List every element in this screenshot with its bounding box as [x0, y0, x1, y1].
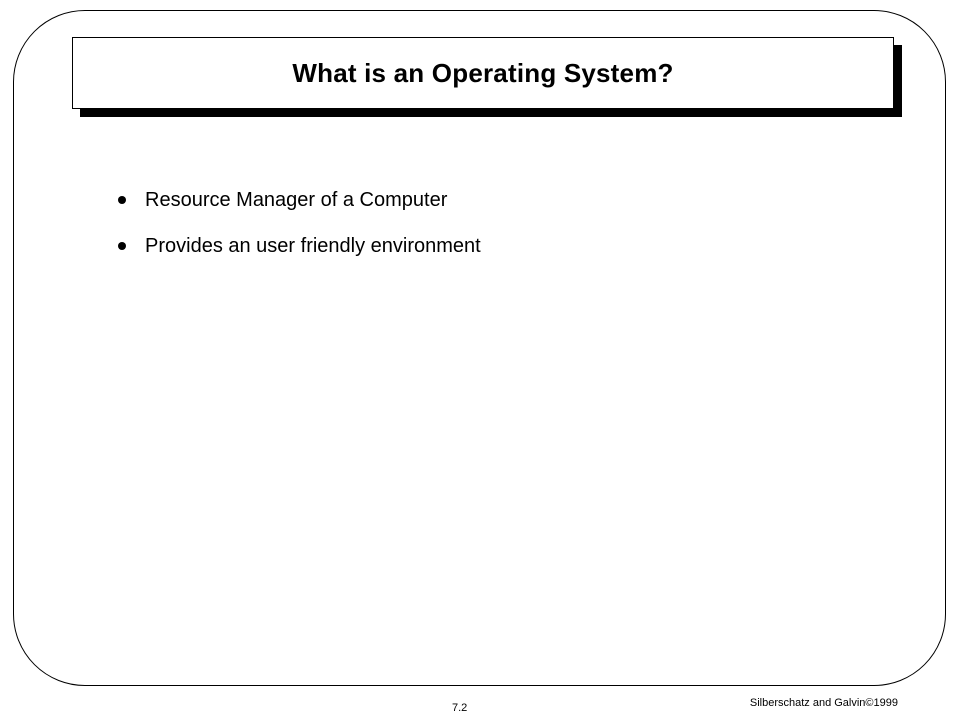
bullet-list — [118, 184, 481, 276]
bullet-item — [118, 230, 481, 262]
slide-title: What is an Operating System? — [292, 57, 674, 88]
page-number: 7.2 — [452, 702, 468, 714]
bullet-text: Resource Manager of a Computer — [145, 188, 448, 211]
bullet-text: Provides an user friendly environment — [145, 234, 481, 257]
bullet-dot-icon — [118, 242, 126, 250]
bullet-item — [118, 184, 481, 216]
title-box — [72, 37, 894, 109]
footer-credit: Silberschatz and Galvin©1999 — [749, 697, 898, 709]
bullet-dot-icon — [118, 196, 126, 204]
